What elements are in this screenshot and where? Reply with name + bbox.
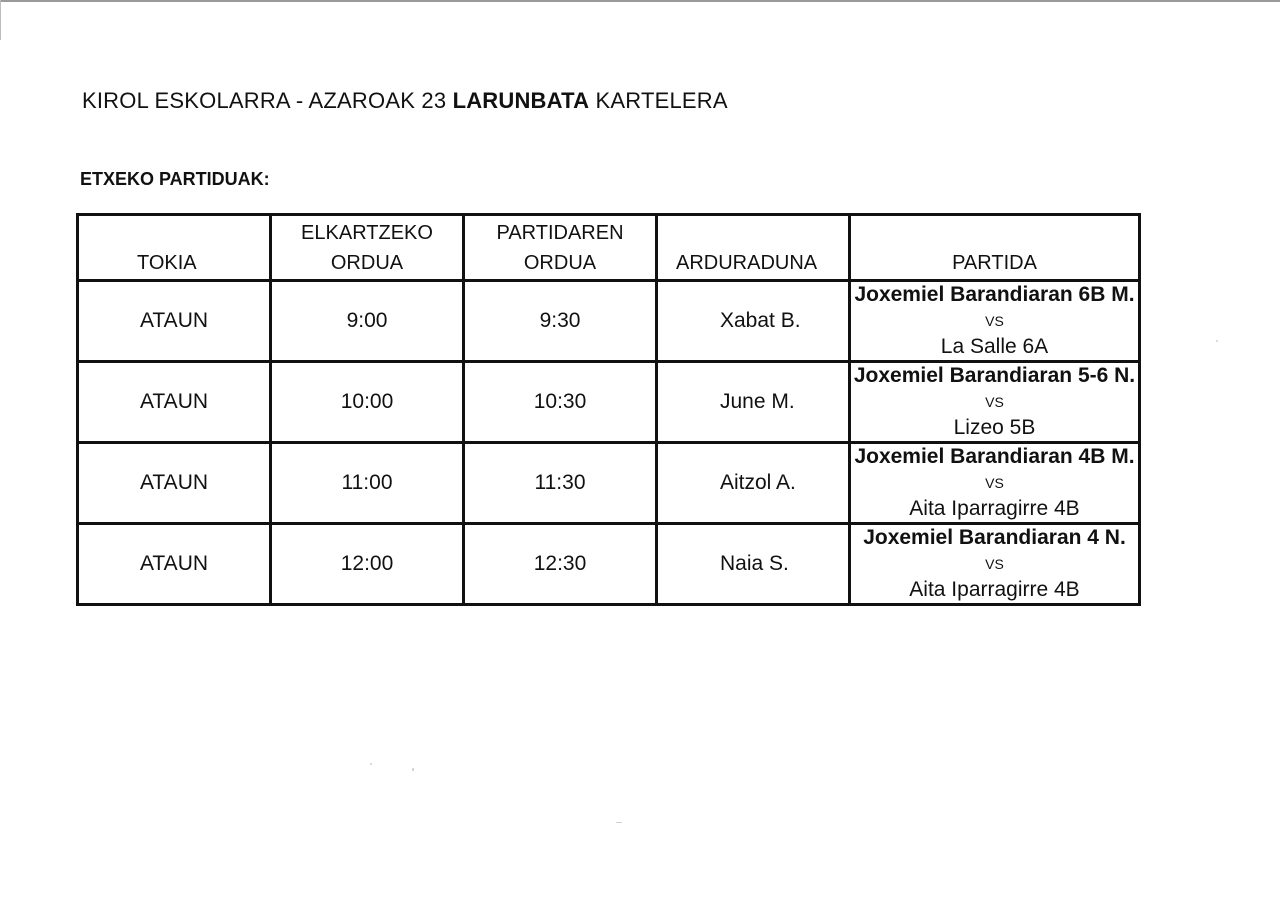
versus-label: VS bbox=[985, 556, 1004, 572]
table-row bbox=[78, 281, 1140, 362]
scan-edge bbox=[0, 0, 1, 40]
header-partidaren bbox=[464, 215, 657, 281]
header-partidaren-line2: ORDUA bbox=[523, 252, 597, 274]
versus-label: VS bbox=[985, 313, 1004, 329]
cell-arduraduna: June M. bbox=[657, 362, 850, 443]
cell-partida bbox=[850, 443, 1140, 524]
cell-arduraduna: Naia S. bbox=[657, 524, 850, 605]
page-title bbox=[82, 88, 728, 114]
cell-partidaren: 10:30 bbox=[464, 362, 657, 443]
header-arduraduna-label: ARDURADUNA bbox=[676, 252, 818, 274]
home-team: Joxemiel Barandiaran 4B M. bbox=[854, 445, 1135, 468]
header-elkartzeko-line1: ELKARTZEKO bbox=[301, 222, 433, 244]
scan-speck bbox=[616, 822, 622, 823]
versus-label: VS bbox=[985, 475, 1004, 491]
cell-elkartzeko: 10:00 bbox=[271, 362, 464, 443]
cell-arduraduna: Aitzol A. bbox=[657, 443, 850, 524]
away-team: La Salle 6A bbox=[940, 335, 1049, 358]
cell-partidaren: 9:30 bbox=[464, 281, 657, 362]
away-team: Aita Iparragirre 4B bbox=[909, 578, 1080, 601]
header-tokia bbox=[78, 215, 271, 281]
cell-tokia: ATAUN bbox=[78, 281, 271, 362]
header-elkartzeko-line2: ORDUA bbox=[330, 252, 404, 274]
cell-partidaren: 11:30 bbox=[464, 443, 657, 524]
title-suffix: KARTELERA bbox=[589, 88, 728, 113]
section-heading: ETXEKO PARTIDUAK: bbox=[80, 169, 270, 189]
table-row bbox=[78, 362, 1140, 443]
cell-arduraduna: Xabat B. bbox=[657, 281, 850, 362]
away-team: Lizeo 5B bbox=[953, 416, 1036, 439]
title-prefix: KIROL ESKOLARRA - AZAROAK 23 bbox=[82, 88, 453, 113]
header-partidaren-line1: PARTIDAREN bbox=[496, 222, 624, 244]
table-row bbox=[78, 443, 1140, 524]
cell-elkartzeko: 11:00 bbox=[271, 443, 464, 524]
cell-tokia: ATAUN bbox=[78, 524, 271, 605]
header-tokia-label: TOKIA bbox=[137, 252, 197, 274]
versus-label: VS bbox=[985, 394, 1004, 410]
schedule-table bbox=[76, 213, 1141, 606]
scan-speck bbox=[370, 763, 372, 765]
cell-partida bbox=[850, 281, 1140, 362]
home-team: Joxemiel Barandiaran 6B M. bbox=[854, 283, 1135, 306]
cell-tokia: ATAUN bbox=[78, 443, 271, 524]
scan-speck bbox=[412, 768, 414, 771]
scan-edge bbox=[0, 0, 1280, 2]
home-team: Joxemiel Barandiaran 4 N. bbox=[863, 526, 1126, 549]
table-header-row bbox=[78, 215, 1140, 281]
header-partida-label: PARTIDA bbox=[952, 252, 1037, 274]
cell-elkartzeko: 12:00 bbox=[271, 524, 464, 605]
header-arduraduna bbox=[657, 215, 850, 281]
home-team: Joxemiel Barandiaran 5-6 N. bbox=[853, 364, 1136, 387]
cell-partidaren: 12:30 bbox=[464, 524, 657, 605]
cell-partida bbox=[850, 524, 1140, 605]
scan-speck bbox=[1216, 340, 1218, 342]
away-team: Aita Iparragirre 4B bbox=[909, 497, 1080, 520]
header-partida bbox=[850, 215, 1140, 281]
title-day: LARUNBATA bbox=[452, 88, 590, 113]
header-elkartzeko bbox=[271, 215, 464, 281]
cell-partida bbox=[850, 362, 1140, 443]
cell-tokia: ATAUN bbox=[78, 362, 271, 443]
cell-elkartzeko: 9:00 bbox=[271, 281, 464, 362]
table-row bbox=[78, 524, 1140, 605]
